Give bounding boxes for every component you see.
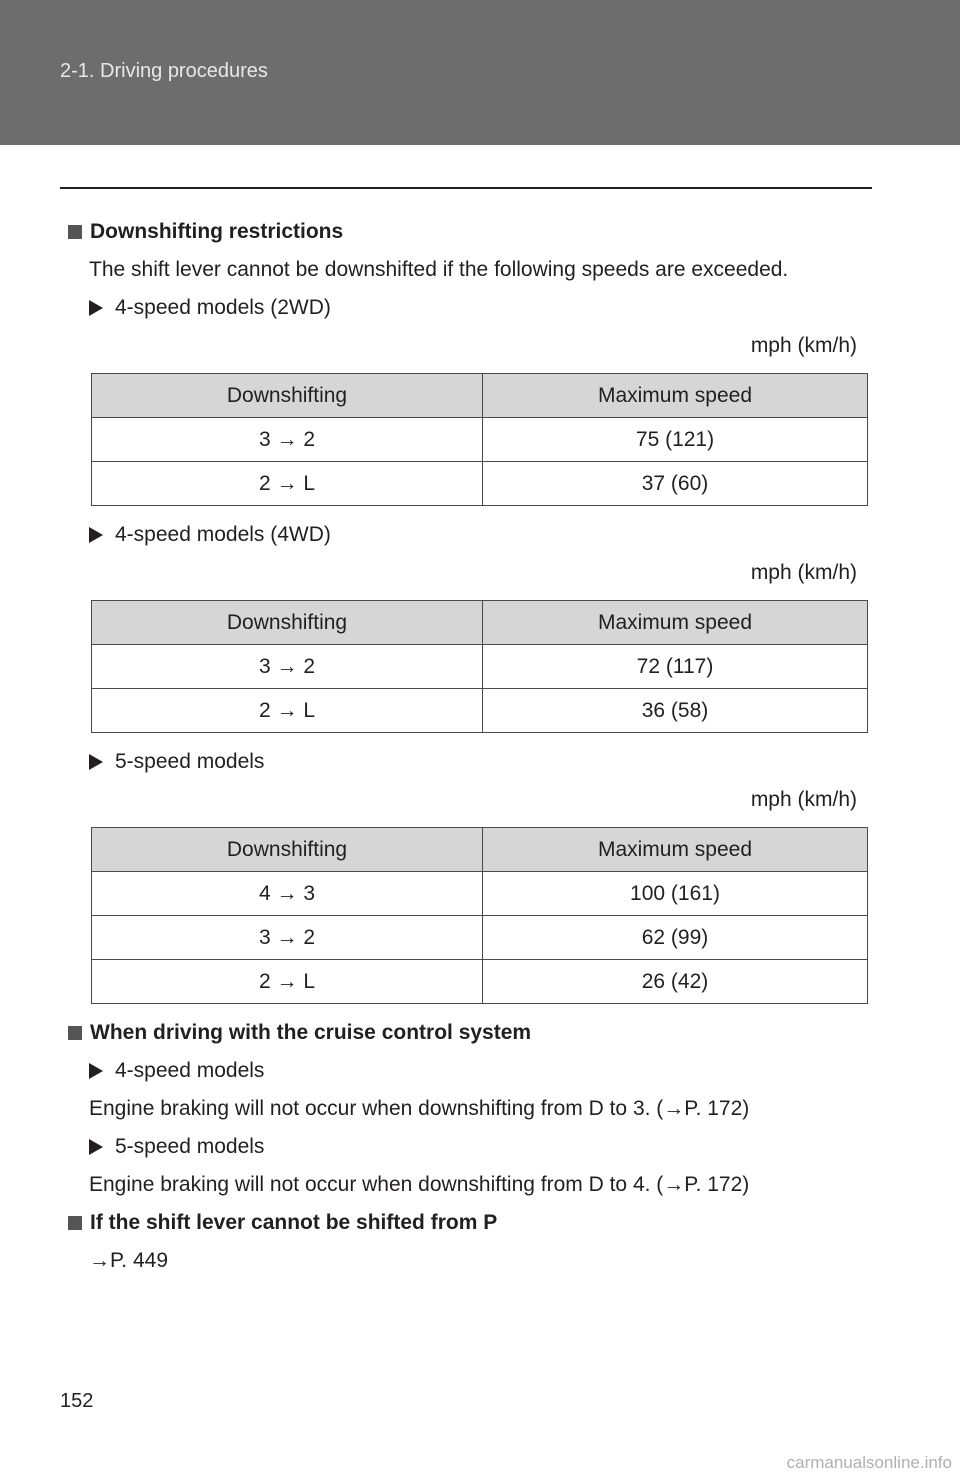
table-cell: 36 (58) [483, 689, 868, 733]
column-header: Maximum speed [483, 374, 868, 418]
table-cell: 37 (60) [483, 462, 868, 506]
page-reference-link[interactable]: →P. 449 [89, 1249, 169, 1272]
heading-cruise-control: When driving with the cruise control system [68, 1014, 868, 1052]
column-header: Maximum speed [483, 601, 868, 645]
table-row [92, 872, 868, 916]
table-label-4speed-2wd: 4-speed models (2WD) [68, 289, 868, 327]
page-content [68, 213, 868, 1280]
triangle-bullet-icon [89, 527, 103, 543]
table-row [92, 418, 868, 462]
table-label-5speed: 5-speed models [68, 743, 868, 781]
cruise-item-text: Engine braking will not occur when downshifting from D to 4. (→P. 172) [89, 1173, 750, 1196]
table-cell: 26 (42) [483, 960, 868, 1004]
table-label-4speed-4wd: 4-speed models (4WD) [68, 516, 868, 554]
column-header: Downshifting [92, 601, 483, 645]
table-cell: 72 (117) [483, 645, 868, 689]
table-cell: 4 → 3 [92, 872, 483, 916]
column-header: Downshifting [92, 828, 483, 872]
table-cell: 62 (99) [483, 916, 868, 960]
table-cell: 2 → L [92, 462, 483, 506]
cruise-item-label: 5-speed models [68, 1128, 868, 1166]
unit-label: mph (km/h) [750, 334, 857, 357]
page-header [0, 0, 960, 145]
square-bullet-icon [68, 1026, 82, 1040]
cruise-item-label: 4-speed models [68, 1052, 868, 1090]
page-number: 152 [60, 1390, 94, 1412]
triangle-bullet-icon [89, 1139, 103, 1155]
table-cell: 2 → L [92, 689, 483, 733]
speed-table-4speed-2wd [91, 373, 868, 506]
table-cell: 3 → 2 [92, 916, 483, 960]
table-row [92, 645, 868, 689]
table-header-row [92, 828, 868, 872]
triangle-bullet-icon [89, 300, 103, 316]
watermark: carmanualsonline.info [786, 1453, 952, 1472]
speed-table-5speed [91, 827, 868, 1004]
section-title: 2-1. Driving procedures [60, 60, 268, 82]
column-header: Maximum speed [483, 828, 868, 872]
divider [60, 187, 872, 189]
table-cell: 100 (161) [483, 872, 868, 916]
unit-label: mph (km/h) [750, 561, 857, 584]
table-row [92, 689, 868, 733]
table-cell: 2 → L [92, 960, 483, 1004]
table-cell: 75 (121) [483, 418, 868, 462]
triangle-bullet-icon [89, 754, 103, 770]
intro-text: The shift lever cannot be downshifted if the following speeds are exceeded. [89, 258, 789, 281]
cruise-item-text: Engine braking will not occur when downshifting from D to 3. (→P. 172) [89, 1097, 750, 1120]
table-cell: 3 → 2 [92, 418, 483, 462]
table-row [92, 916, 868, 960]
column-header: Downshifting [92, 374, 483, 418]
table-header-row [92, 601, 868, 645]
heading-shift-from-p: If the shift lever cannot be shifted from P [68, 1204, 868, 1242]
heading-downshifting-restrictions: Downshifting restrictions [68, 213, 868, 251]
square-bullet-icon [68, 225, 82, 239]
table-row [92, 960, 868, 1004]
table-header-row [92, 374, 868, 418]
speed-table-4speed-4wd [91, 600, 868, 733]
triangle-bullet-icon [89, 1063, 103, 1079]
table-row [92, 462, 868, 506]
unit-label: mph (km/h) [750, 788, 857, 811]
square-bullet-icon [68, 1216, 82, 1230]
table-cell: 3 → 2 [92, 645, 483, 689]
